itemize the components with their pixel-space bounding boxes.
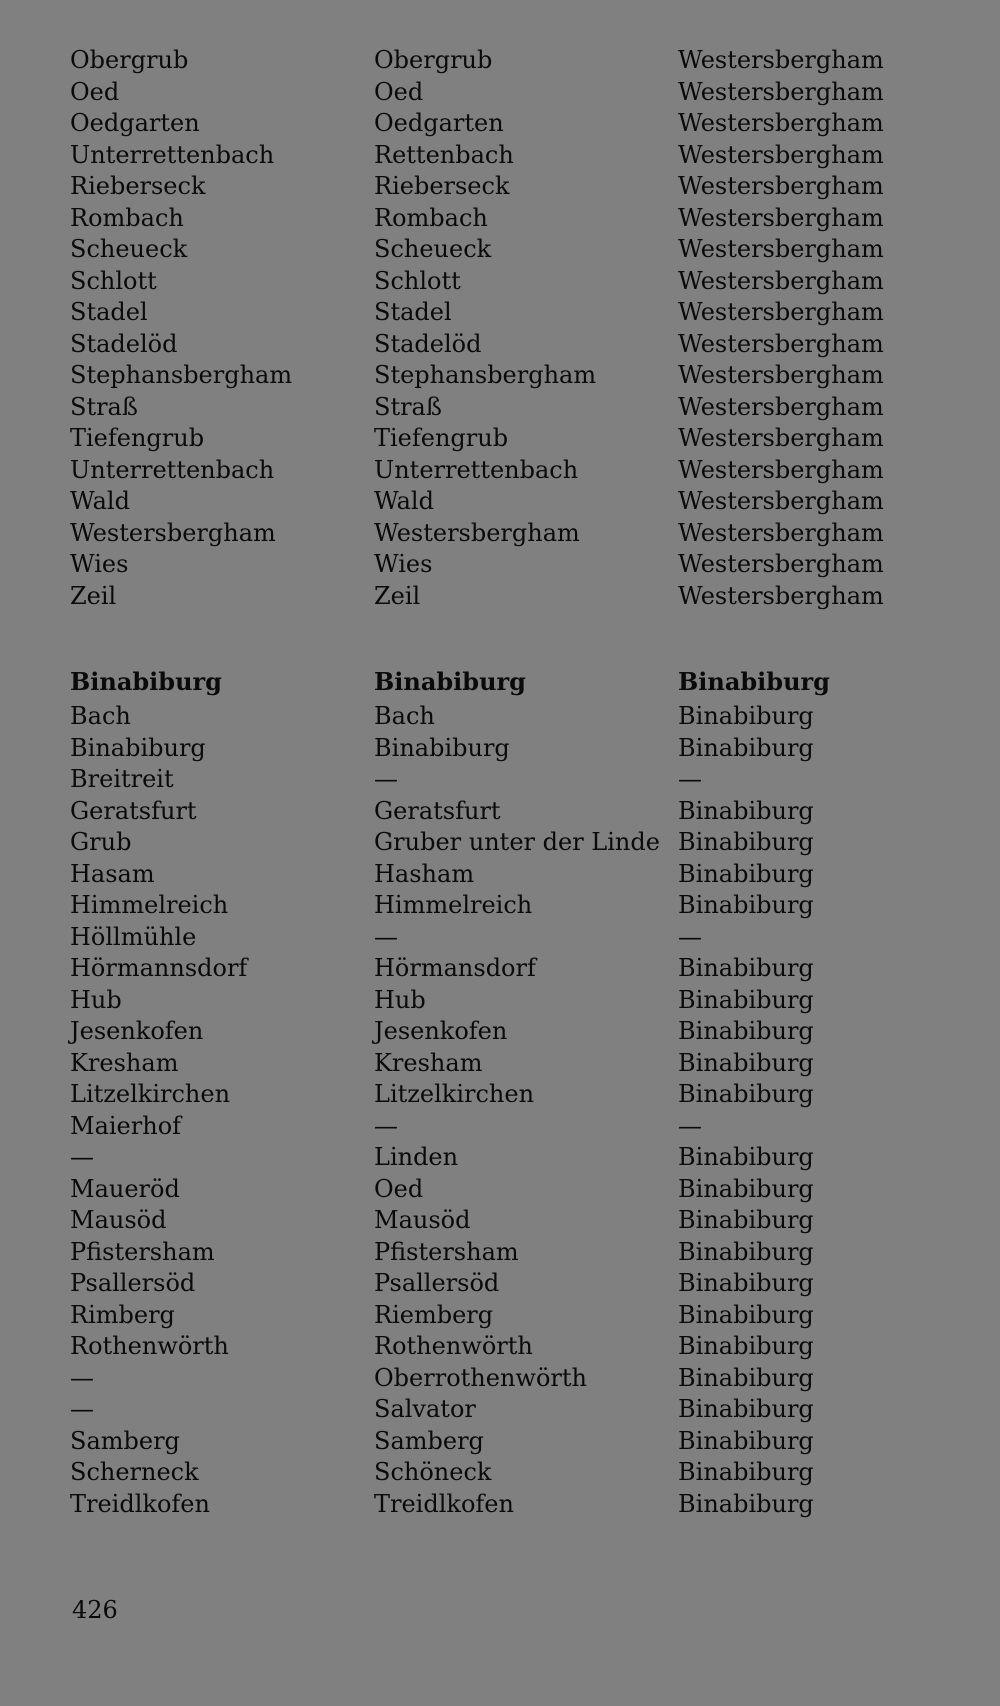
place-name-cell: Wald — [70, 487, 130, 515]
official-name-cell: Gruber unter der Linde — [374, 828, 660, 856]
municipality-cell: Westersbergham — [678, 203, 884, 232]
page-number: 426 — [72, 1596, 118, 1624]
table-row — [70, 1142, 930, 1174]
official-name-cell: Tiefengrub — [374, 424, 509, 452]
official-name-cell: Oed — [374, 1174, 424, 1203]
table-row — [70, 77, 930, 109]
official-name-cell: Unterrettenbach — [374, 455, 579, 484]
official-name-cell: Rieberseck — [374, 172, 510, 200]
place-name-cell: Stephansbergham — [70, 361, 293, 389]
place-name-cell: Treidlkofen — [70, 1489, 210, 1518]
table-row — [70, 1205, 930, 1237]
table-row — [70, 234, 930, 266]
official-name-cell: Oed — [374, 77, 424, 106]
municipality-cell: Binabiburg — [678, 954, 814, 982]
municipality-cell: Binabiburg — [678, 733, 814, 762]
table-row — [70, 1079, 930, 1111]
table-body — [70, 663, 930, 1520]
official-name-cell: Bach — [374, 702, 435, 730]
official-name-cell: Hörmansdorf — [374, 954, 536, 982]
place-name-cell: Hasam — [70, 859, 155, 888]
table-row — [70, 108, 930, 140]
official-name-cell: Pfistersham — [374, 1237, 519, 1266]
place-name-cell: Rimberg — [70, 1300, 175, 1329]
official-name-cell: Linden — [374, 1143, 459, 1171]
place-name-cell: Psallersöd — [70, 1269, 196, 1297]
place-name-cell: Höllmühle — [70, 922, 197, 951]
municipality-cell: Westersbergham — [678, 455, 884, 484]
municipality-cell: Binabiburg — [678, 1017, 814, 1045]
place-name-cell: Obergrub — [70, 46, 189, 74]
table-row — [70, 518, 930, 550]
section-heading: Binabiburg — [678, 667, 830, 696]
official-name-cell: Psallersöd — [374, 1269, 500, 1297]
table-row — [70, 1394, 930, 1426]
municipality-cell: Binabiburg — [678, 702, 814, 730]
municipality-cell: Westersbergham — [678, 518, 884, 547]
municipality-cell: Westersbergham — [678, 392, 884, 421]
municipality-cell: Binabiburg — [678, 1237, 814, 1266]
table-row — [70, 890, 930, 922]
place-name-cell: Unterrettenbach — [70, 140, 275, 169]
table-row — [70, 922, 930, 954]
official-name-cell: Wies — [374, 550, 433, 578]
municipality-cell: Westersbergham — [678, 109, 884, 137]
municipality-cell: Binabiburg — [678, 1363, 814, 1392]
table-row — [70, 1048, 930, 1080]
official-name-cell: Straß — [374, 392, 442, 421]
municipality-cell: Binabiburg — [678, 1143, 814, 1171]
table-row — [70, 45, 930, 77]
table-row — [70, 203, 930, 235]
official-name-cell: Binabiburg — [374, 733, 510, 762]
place-name-cell: Schlott — [70, 266, 157, 295]
place-name-cell: Straß — [70, 392, 138, 421]
official-name-cell: Scheueck — [374, 235, 492, 263]
municipality-cell: Westersbergham — [678, 235, 884, 263]
table-row — [70, 1016, 930, 1048]
table-row — [70, 985, 930, 1017]
official-name-cell: Wald — [374, 487, 434, 515]
official-name-cell: Riemberg — [374, 1300, 494, 1329]
table-row — [70, 360, 930, 392]
official-name-cell: Westersbergham — [374, 518, 580, 547]
table-row — [70, 266, 930, 298]
municipality-cell: Binabiburg — [678, 1174, 814, 1203]
place-table-westersbergham — [70, 45, 930, 612]
table-row — [70, 1237, 930, 1269]
municipality-cell: — — [678, 765, 702, 793]
official-name-cell: Rettenbach — [374, 140, 514, 169]
section-heading-row — [70, 663, 930, 701]
table-row — [70, 423, 930, 455]
official-name-cell: Kresham — [374, 1048, 483, 1077]
municipality-cell: Westersbergham — [678, 329, 884, 358]
official-name-cell: Litzelkirchen — [374, 1080, 535, 1108]
place-name-cell: Jesenkofen — [70, 1017, 204, 1045]
place-name-cell: Geratsfurt — [70, 796, 197, 825]
municipality-cell: Westersbergham — [678, 298, 884, 326]
table-row — [70, 1426, 930, 1458]
municipality-cell: Binabiburg — [678, 1489, 814, 1518]
municipality-cell: — — [678, 922, 702, 951]
official-name-cell: Schlott — [374, 266, 461, 295]
place-name-cell: Hörmannsdorf — [70, 954, 248, 982]
table-row — [70, 549, 930, 581]
municipality-cell: Westersbergham — [678, 581, 884, 610]
place-name-cell: Pfistersham — [70, 1237, 215, 1266]
municipality-cell: Westersbergham — [678, 424, 884, 452]
municipality-cell: Westersbergham — [678, 487, 884, 515]
place-name-cell: Hub — [70, 985, 122, 1014]
official-name-cell: Zeil — [374, 581, 421, 610]
place-table-binabiburg — [70, 663, 930, 1520]
table-row — [70, 1111, 930, 1143]
official-name-cell: Obergrub — [374, 46, 493, 74]
place-name-cell: Rombach — [70, 203, 184, 232]
municipality-cell: Westersbergham — [678, 550, 884, 578]
table-row — [70, 1300, 930, 1332]
section-heading: Binabiburg — [70, 667, 222, 696]
official-name-cell: Oedgarten — [374, 109, 504, 137]
place-name-cell: — — [70, 1143, 94, 1171]
table-row — [70, 827, 930, 859]
table-row — [70, 1331, 930, 1363]
municipality-cell: Binabiburg — [678, 1458, 814, 1486]
place-name-cell: Zeil — [70, 581, 117, 610]
place-name-cell: — — [70, 1395, 94, 1423]
place-name-cell: Scherneck — [70, 1458, 199, 1486]
table-row — [70, 329, 930, 361]
place-name-cell: Stadelöd — [70, 329, 178, 358]
place-name-cell: Mausöd — [70, 1206, 167, 1234]
table-row — [70, 953, 930, 985]
municipality-cell: Binabiburg — [678, 1332, 814, 1360]
table-row — [70, 140, 930, 172]
place-name-cell: Breitreit — [70, 765, 174, 793]
place-name-cell: — — [70, 1363, 94, 1392]
place-name-cell: Samberg — [70, 1426, 180, 1455]
place-name-cell: Unterrettenbach — [70, 455, 275, 484]
place-name-cell: Bach — [70, 702, 131, 730]
table-row — [70, 297, 930, 329]
table-row — [70, 1363, 930, 1395]
table-row — [70, 764, 930, 796]
place-name-cell: Rieberseck — [70, 172, 206, 200]
official-name-cell: Himmelreich — [374, 891, 533, 919]
municipality-cell: Westersbergham — [678, 361, 884, 389]
municipality-cell: Westersbergham — [678, 46, 884, 74]
official-name-cell: Rombach — [374, 203, 488, 232]
table-row — [70, 796, 930, 828]
municipality-cell: Westersbergham — [678, 266, 884, 295]
official-name-cell: Jesenkofen — [374, 1017, 508, 1045]
municipality-cell: Binabiburg — [678, 1426, 814, 1455]
official-name-cell: Rothenwörth — [374, 1332, 533, 1360]
municipality-cell: Binabiburg — [678, 891, 814, 919]
municipality-cell: Binabiburg — [678, 859, 814, 888]
place-name-cell: Kresham — [70, 1048, 179, 1077]
municipality-cell: Westersbergham — [678, 140, 884, 169]
place-name-cell: Rothenwörth — [70, 1332, 229, 1360]
official-name-cell: Treidlkofen — [374, 1489, 514, 1518]
place-name-cell: Binabiburg — [70, 733, 206, 762]
official-name-cell: Stadel — [374, 298, 452, 326]
official-name-cell: — — [374, 922, 398, 951]
official-name-cell: — — [374, 765, 398, 793]
place-name-cell: Maueröd — [70, 1174, 180, 1203]
table-row — [70, 392, 930, 424]
official-name-cell: Hub — [374, 985, 426, 1014]
municipality-cell: Binabiburg — [678, 1300, 814, 1329]
place-name-cell: Westersbergham — [70, 518, 276, 547]
place-name-cell: Oed — [70, 77, 120, 106]
official-name-cell: Oberrothenwörth — [374, 1363, 587, 1392]
table-row — [70, 486, 930, 518]
place-name-cell: Maierhof — [70, 1111, 182, 1140]
table-row — [70, 1268, 930, 1300]
municipality-cell: Binabiburg — [678, 1048, 814, 1077]
official-name-cell: — — [374, 1111, 398, 1140]
municipality-cell: Westersbergham — [678, 77, 884, 106]
table-row — [70, 859, 930, 891]
place-name-cell: Scheueck — [70, 235, 188, 263]
place-name-cell: Stadel — [70, 298, 148, 326]
table-row — [70, 1457, 930, 1489]
table-row — [70, 581, 930, 613]
table-row — [70, 701, 930, 733]
place-name-cell: Grub — [70, 828, 132, 856]
official-name-cell: Geratsfurt — [374, 796, 501, 825]
municipality-cell: Binabiburg — [678, 796, 814, 825]
municipality-cell: Binabiburg — [678, 1080, 814, 1108]
official-name-cell: Samberg — [374, 1426, 484, 1455]
municipality-cell: Binabiburg — [678, 1269, 814, 1297]
place-name-cell: Litzelkirchen — [70, 1080, 231, 1108]
official-name-cell: Mausöd — [374, 1206, 471, 1234]
place-name-cell: Himmelreich — [70, 891, 229, 919]
official-name-cell: Schöneck — [374, 1458, 492, 1486]
municipality-cell: Binabiburg — [678, 828, 814, 856]
official-name-cell: Salvator — [374, 1395, 476, 1423]
place-name-cell: Oedgarten — [70, 109, 200, 137]
official-name-cell: Stadelöd — [374, 329, 482, 358]
table-body — [70, 45, 930, 612]
table-row — [70, 171, 930, 203]
municipality-cell: Binabiburg — [678, 985, 814, 1014]
section-heading: Binabiburg — [374, 667, 526, 696]
municipality-cell: Westersbergham — [678, 172, 884, 200]
place-name-cell: Tiefengrub — [70, 424, 205, 452]
table-row — [70, 733, 930, 765]
municipality-cell: Binabiburg — [678, 1395, 814, 1423]
table-row — [70, 1174, 930, 1206]
table-row — [70, 1489, 930, 1521]
place-name-cell: Wies — [70, 550, 129, 578]
official-name-cell: Hasham — [374, 859, 475, 888]
official-name-cell: Stephansbergham — [374, 361, 597, 389]
municipality-cell: Binabiburg — [678, 1206, 814, 1234]
municipality-cell: — — [678, 1111, 702, 1140]
table-row — [70, 455, 930, 487]
